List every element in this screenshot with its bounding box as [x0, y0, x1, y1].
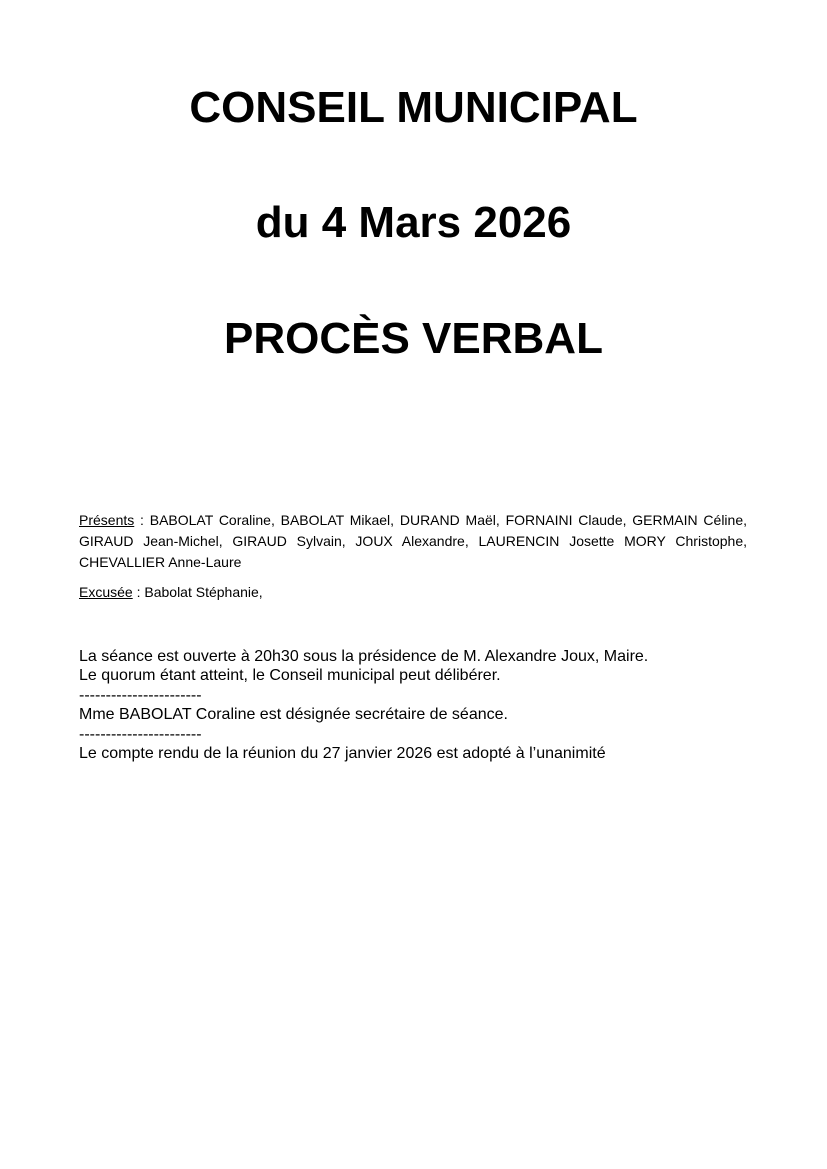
- separator-line: -----------------------: [79, 725, 202, 743]
- separator-line: -----------------------: [79, 686, 202, 704]
- secretary-line: Mme BABOLAT Coraline est désignée secrétaire de séance.: [79, 706, 508, 724]
- presents-label: Présents: [79, 512, 135, 528]
- meeting-date: du 4 Mars 2026: [255, 198, 572, 247]
- excusee-label: Excusée: [79, 584, 133, 600]
- excusee-separator: :: [132, 584, 145, 600]
- document-type-heading: PROCÈS VERBAL: [224, 314, 603, 363]
- presents-separator: :: [134, 512, 150, 528]
- quorum-line: Le quorum étant atteint, le Conseil municipal peut délibérer.: [79, 667, 501, 685]
- excusee-list: Babolat Stéphanie,: [144, 584, 263, 600]
- session-opening-line: La séance est ouverte à 20h30 sous la présidence de M. Alexandre Joux, Maire.: [79, 648, 649, 665]
- excused-paragraph: [79, 582, 747, 603]
- attendees-paragraph: [79, 510, 747, 573]
- previous-minutes-line: Le compte rendu de la réunion du 27 janvier 2026 est adopté à l’unanimité: [79, 745, 606, 763]
- document-title: CONSEIL MUNICIPAL: [189, 83, 638, 132]
- minutes-body: [79, 647, 747, 763]
- presents-list: BABOLAT Coraline, BABOLAT Mikael, DURAND Maël, FORNAINI Claude, GERMAIN Céline, GIRAUD Jean-Michel, GIRAUD Sylvain, JOUX Alexandre, LAURENCIN Josette MORY Christophe, CHEVALLIER Anne-Laure: [79, 512, 748, 570]
